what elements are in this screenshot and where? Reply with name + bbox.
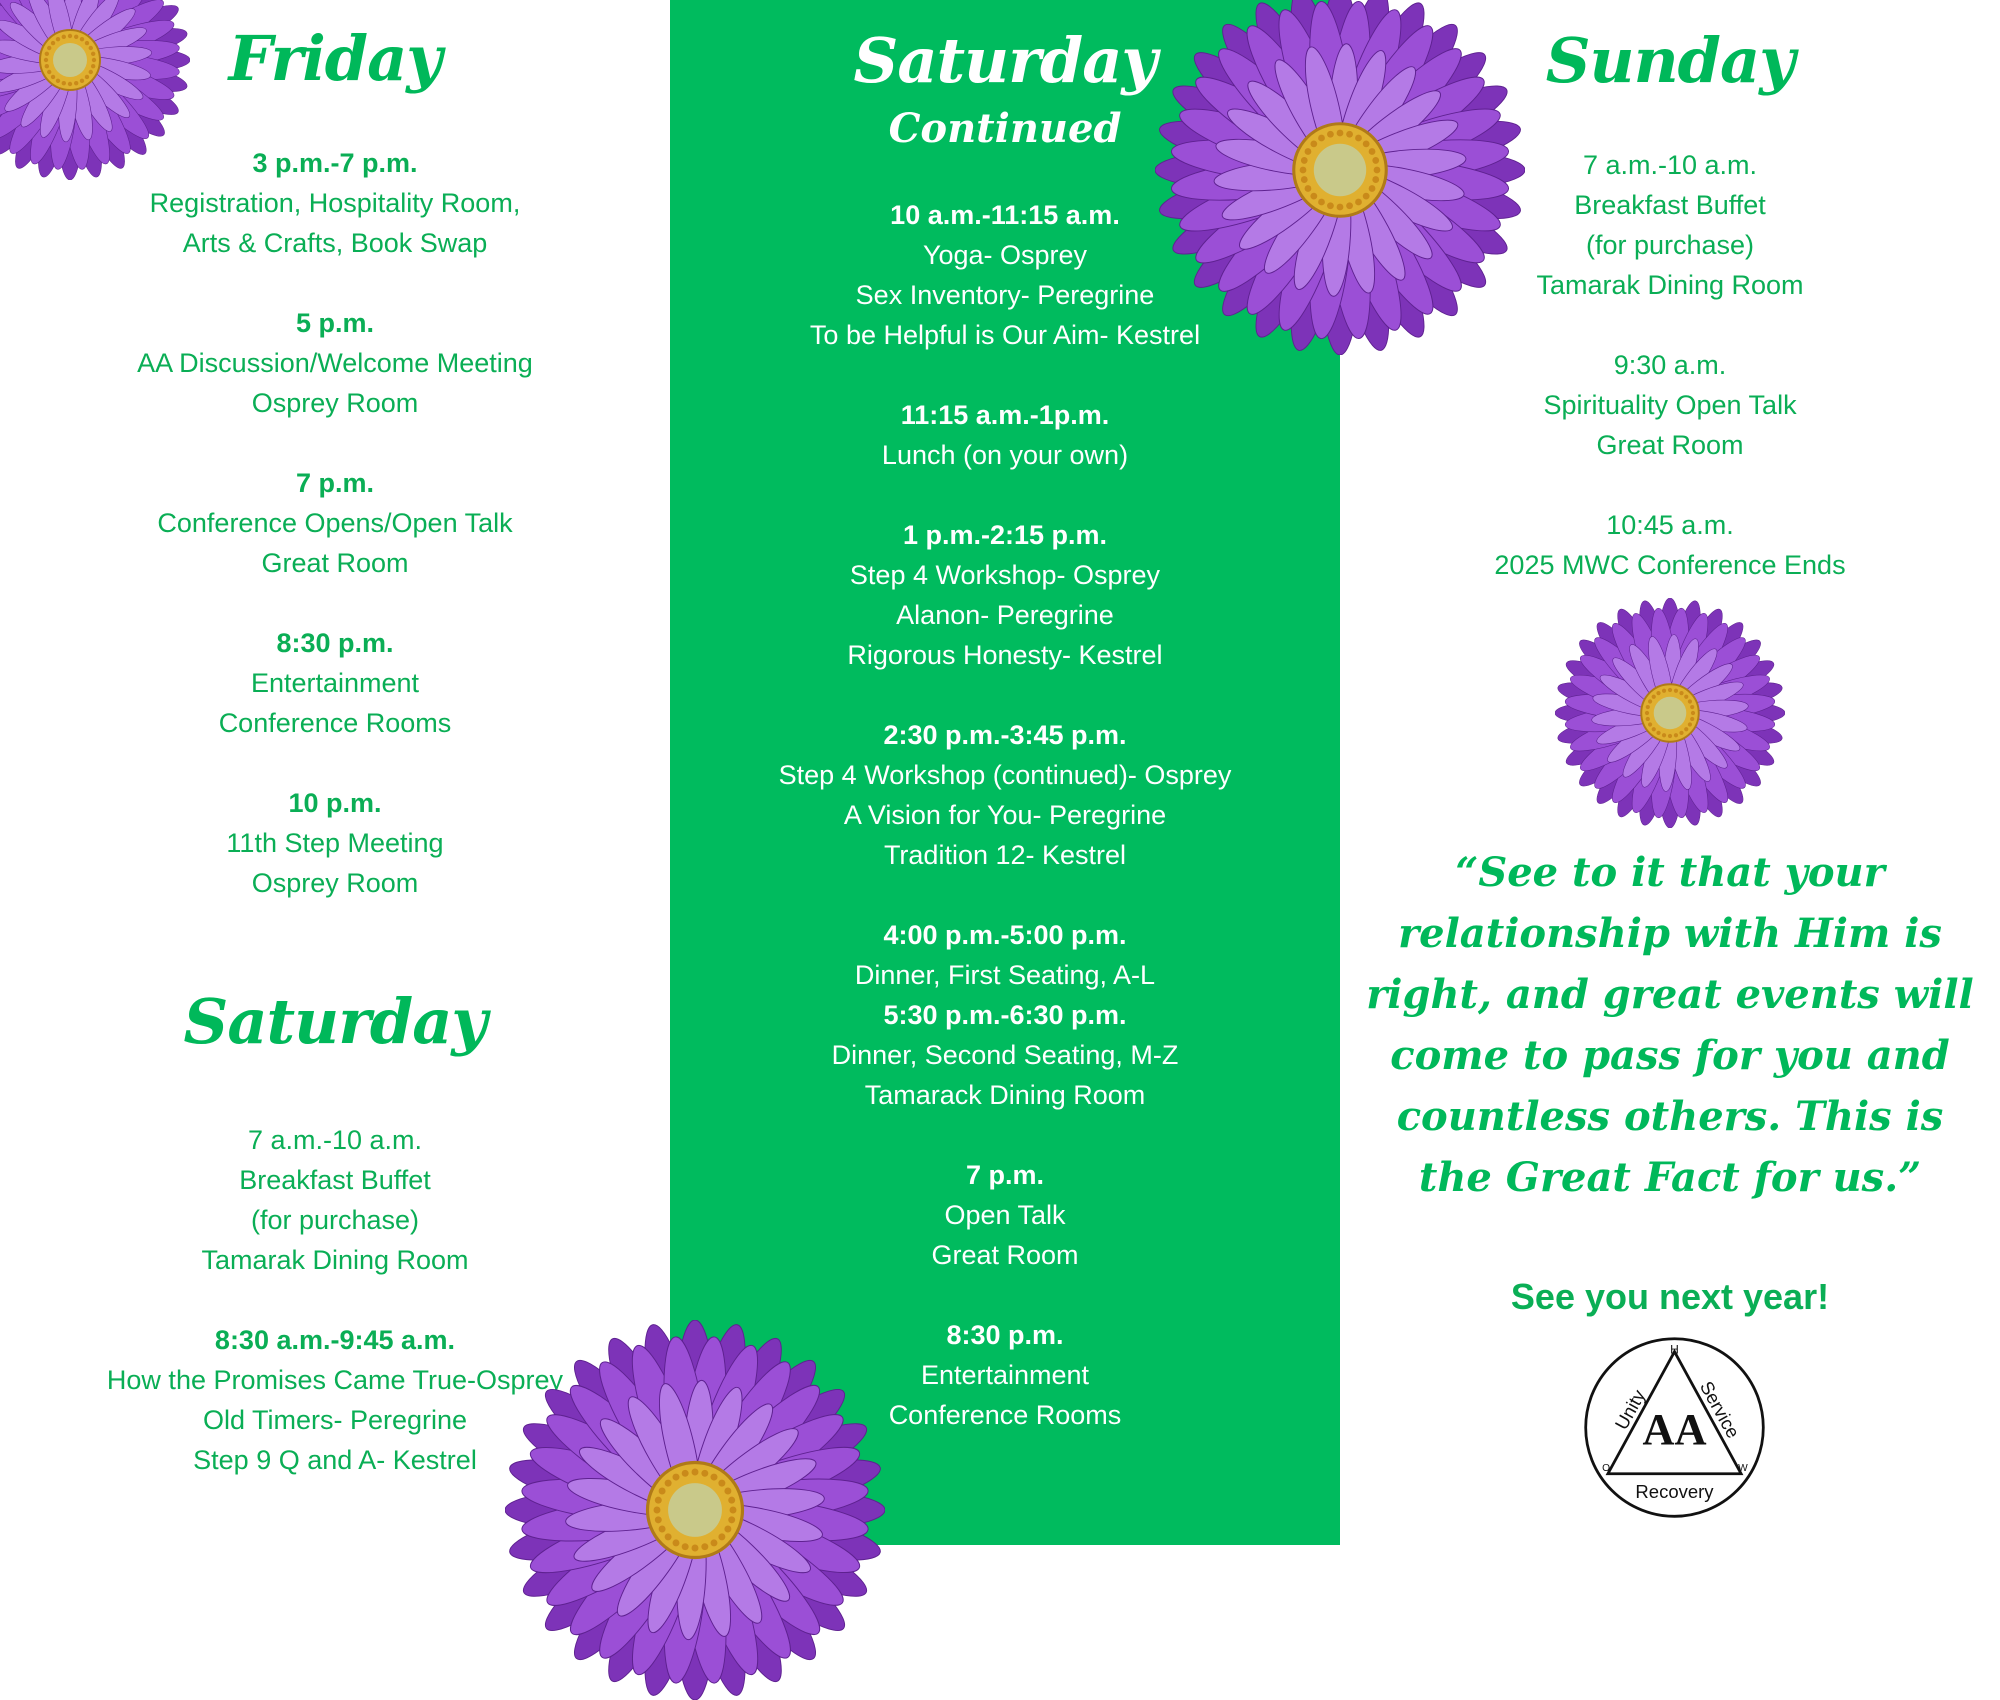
flower-bottom-middle: [505, 1320, 885, 1700]
flower-dot-shape: [91, 64, 95, 68]
schedule-block: [670, 715, 1340, 875]
flower-dot-shape: [1668, 688, 1672, 692]
schedule-time: 10 a.m.-11:15 a.m.: [890, 200, 1120, 230]
aa-logo: [1582, 1335, 1767, 1520]
schedule-block: [0, 463, 670, 583]
flower-dot-shape: [1372, 176, 1379, 183]
saturday-heading: Saturday: [183, 985, 487, 1058]
flower-dot-shape: [682, 1543, 689, 1550]
flower-dot-shape: [47, 70, 51, 74]
flower-dot-shape: [91, 52, 95, 56]
flower-dot-shape: [718, 1533, 725, 1540]
schedule-detail: Conference Rooms: [218, 708, 452, 738]
flower-dot-shape: [1648, 699, 1652, 703]
aa-logo-corner-w: W: [1738, 1462, 1748, 1474]
schedule-time: 8:30 a.m.-9:45 a.m.: [214, 1325, 456, 1355]
flower-dot-shape: [1679, 731, 1683, 735]
flower-dot-shape: [1668, 734, 1672, 738]
aa-logo-corner-o: O: [1602, 1462, 1611, 1474]
flower-disc-shape: [668, 1483, 722, 1537]
flower-dot-shape: [692, 1545, 699, 1552]
flower-dot-shape: [718, 1480, 725, 1487]
flower-dot-shape: [1310, 140, 1317, 147]
flower-dot-shape: [89, 70, 93, 74]
flower-dot-shape: [1310, 193, 1317, 200]
schedule-time: 7 a.m.-10 a.m.: [1582, 150, 1758, 180]
schedule-block: [670, 995, 1340, 1115]
flower-dot-shape: [1346, 202, 1353, 209]
schedule-time: 10 p.m.: [288, 788, 382, 818]
flower-dot-shape: [1369, 185, 1376, 192]
flower-dot-shape: [724, 1526, 731, 1533]
flower-dot-shape: [92, 58, 96, 62]
flower-dot-shape: [1363, 140, 1370, 147]
flower-dot-shape: [1346, 131, 1353, 138]
flower-dot-shape: [659, 1488, 666, 1495]
schedule-detail: Breakfast Buffet: [239, 1165, 431, 1195]
schedule-detail: Great Room: [931, 1240, 1079, 1270]
flower-dot-shape: [701, 1470, 708, 1477]
friday-saturday-column: [0, 0, 670, 1545]
schedule-detail: Entertainment: [920, 1360, 1090, 1390]
flower-dot-shape: [730, 1507, 737, 1514]
schedule-detail: Osprey Room: [251, 868, 419, 898]
schedule-time: 5:30 p.m.-6:30 p.m.: [883, 1000, 1127, 1030]
schedule-time: 1 p.m.-2:15 p.m.: [902, 520, 1108, 550]
schedule-time: 11:15 a.m.-1p.m.: [900, 400, 1110, 430]
flower-dot-shape: [1337, 130, 1344, 137]
sunday-heading: Sunday: [1545, 24, 1795, 97]
flower-dot-shape: [1369, 148, 1376, 155]
schedule-detail: Step 9 Q and A- Kestrel: [193, 1445, 477, 1475]
saturday-continued-heading: Saturday: [853, 24, 1157, 97]
flower-dot-shape: [74, 35, 78, 39]
flower-dot-shape: [659, 1526, 666, 1533]
flower-dot-shape: [1374, 167, 1381, 174]
aa-logo-unity: Unity: [1610, 1386, 1650, 1434]
flower-dot-shape: [1327, 131, 1334, 138]
flower-dot-shape: [1646, 705, 1650, 709]
schedule-time: 3 p.m.-7 p.m.: [252, 148, 418, 178]
schedule-detail: Great Room: [1596, 430, 1744, 460]
flower-dot-shape: [1684, 695, 1688, 699]
schedule-detail: Tamarack Dining Room: [864, 1080, 1146, 1110]
flower-dot-shape: [1656, 691, 1660, 695]
flower-dot-shape: [45, 64, 49, 68]
friday-schedule: [0, 143, 670, 943]
schedule-detail: Tamarak Dining Room: [1536, 270, 1804, 300]
flower-dot-shape: [74, 81, 78, 85]
schedule-detail: Spirituality Open Talk: [1543, 390, 1797, 420]
flower-dot-shape: [728, 1497, 735, 1504]
schedule-detail: Conference Opens/Open Talk: [157, 508, 513, 538]
flower-dot-shape: [701, 1543, 708, 1550]
flower-dot-shape: [1652, 727, 1656, 731]
schedule-detail: Lunch (on your own): [881, 440, 1129, 470]
flower-dot-shape: [1684, 727, 1688, 731]
flower-dot-shape: [1656, 731, 1660, 735]
flower-dot-shape: [1355, 135, 1362, 142]
schedule-detail: Conference Rooms: [888, 1400, 1122, 1430]
schedule-detail: Rigorous Honesty- Kestrel: [847, 640, 1163, 670]
schedule-time: 9:30 a.m.: [1613, 350, 1727, 380]
schedule-block: [670, 1155, 1340, 1275]
schedule-time: 7 p.m.: [965, 1160, 1045, 1190]
flower-dot-shape: [45, 52, 49, 56]
flower-dot-shape: [68, 34, 72, 38]
schedule-time: 2:30 p.m.-3:45 p.m.: [883, 720, 1127, 750]
schedule-detail: Entertainment: [250, 668, 420, 698]
flower-dot-shape: [673, 1474, 680, 1481]
friday-heading: Friday: [228, 22, 442, 95]
flower-dot-shape: [1305, 148, 1312, 155]
flower-dot-shape: [1372, 157, 1379, 164]
aa-logo-service: Service: [1695, 1377, 1745, 1442]
flower-dot-shape: [1662, 733, 1666, 737]
flower-dot-shape: [673, 1539, 680, 1546]
flower-dot-shape: [47, 46, 51, 50]
schedule-detail: AA Discussion/Welcome Meeting: [137, 348, 533, 378]
flower-dot-shape: [1674, 733, 1678, 737]
flower-dot-shape: [1355, 199, 1362, 206]
flower-dot-shape: [85, 41, 89, 45]
schedule-time: 10:45 a.m.: [1606, 510, 1734, 540]
aa-logo-corner-h: H: [1670, 1342, 1679, 1357]
flower-dot-shape: [51, 41, 55, 45]
flower-dot-shape: [655, 1497, 662, 1504]
flower-dot-shape: [682, 1470, 689, 1477]
closing-message: See you next year!: [1510, 1276, 1830, 1317]
flower-dot-shape: [665, 1533, 672, 1540]
flower-dot-shape: [1300, 167, 1307, 174]
flower-dot-shape: [1690, 705, 1694, 709]
schedule-detail: (for purchase): [1585, 230, 1755, 260]
flower-disc-shape: [1314, 144, 1366, 196]
flower-dot-shape: [1688, 699, 1692, 703]
schedule-detail: (for purchase): [250, 1205, 420, 1235]
flower-dot-shape: [1318, 135, 1325, 142]
schedule-time: 7 p.m.: [295, 468, 375, 498]
schedule-block: [1340, 505, 2000, 585]
flower-dot-shape: [1679, 691, 1683, 695]
flower-dot-shape: [1690, 717, 1694, 721]
schedule-detail: 2025 MWC Conference Ends: [1494, 550, 1846, 580]
flower-dot-shape: [1674, 689, 1678, 693]
schedule-time: 5 p.m.: [295, 308, 375, 338]
flower-dot-shape: [711, 1539, 718, 1546]
schedule-detail: Step 4 Workshop- Osprey: [849, 560, 1161, 590]
schedule-time: 8:30 p.m.: [946, 1320, 1064, 1350]
schedule-detail: Osprey Room: [251, 388, 419, 418]
flower-dot-shape: [85, 75, 89, 79]
flower-dot-shape: [1318, 199, 1325, 206]
schedule-detail: Step 4 Workshop (continued)- Osprey: [778, 760, 1232, 790]
schedule-detail: Open Talk: [944, 1200, 1066, 1230]
flower-right-middle: [1555, 598, 1785, 828]
schedule-block: [670, 915, 1340, 995]
flower-dot-shape: [44, 58, 48, 62]
schedule-block: [0, 783, 670, 903]
flower-dot-shape: [62, 81, 66, 85]
schedule-detail: Dinner, Second Seating, M-Z: [831, 1040, 1179, 1070]
schedule-detail: To be Helpful is Our Aim- Kestrel: [809, 320, 1201, 350]
schedule-block: [0, 623, 670, 743]
continued-subheading: Continued: [888, 105, 1122, 152]
schedule-time: 4:00 p.m.-5:00 p.m.: [883, 920, 1127, 950]
flower-dot-shape: [1648, 722, 1652, 726]
flower-dot-shape: [692, 1469, 699, 1476]
flower-dot-shape: [80, 37, 84, 41]
flower-dot-shape: [1305, 185, 1312, 192]
schedule-block: [670, 515, 1340, 675]
flower-dot-shape: [68, 82, 72, 86]
flower-dot-shape: [1363, 193, 1370, 200]
flower-dot-shape: [80, 79, 84, 83]
schedule-detail: Yoga- Osprey: [922, 240, 1088, 270]
flower-dot-shape: [1688, 722, 1692, 726]
flower-dot-shape: [1645, 711, 1649, 715]
schedule-block: [0, 303, 670, 423]
flower-dot-shape: [56, 37, 60, 41]
schedule-block: [1340, 345, 2000, 465]
schedule-detail: 11th Step Meeting: [226, 828, 444, 858]
schedule-detail: Breakfast Buffet: [1574, 190, 1766, 220]
schedule-detail: Arts & Crafts, Book Swap: [182, 228, 488, 258]
flower-dot-shape: [62, 35, 66, 39]
flower-dot-shape: [1337, 204, 1344, 211]
schedule-block: [670, 395, 1340, 475]
schedule-detail: Tradition 12- Kestrel: [883, 840, 1127, 870]
schedule-detail: Tamarak Dining Room: [201, 1245, 469, 1275]
flower-top-middle: [1155, 0, 1525, 355]
schedule-detail: How the Promises Came True-Osprey: [106, 1365, 564, 1395]
schedule-time: 7 a.m.-10 a.m.: [247, 1125, 423, 1155]
flower-dot-shape: [1327, 202, 1334, 209]
flower-dot-shape: [1301, 157, 1308, 164]
schedule-time: 8:30 p.m.: [276, 628, 394, 658]
aa-logo-recovery: Recovery: [1635, 1480, 1714, 1502]
schedule-block: [0, 1120, 670, 1280]
schedule-detail: Alanon- Peregrine: [896, 600, 1114, 630]
flower-dot-shape: [724, 1488, 731, 1495]
big-book-quote: “See to it that your relationship with Him is right, and great events will come to pass for you and countless others. This is the Great Fact for us.”: [1366, 849, 1974, 1201]
schedule-detail: Sex Inventory- Peregrine: [855, 280, 1155, 310]
flower-disc-shape: [1654, 697, 1687, 730]
flower-dot-shape: [1652, 695, 1656, 699]
flower-dot-shape: [51, 75, 55, 79]
schedule-detail: Registration, Hospitality Room,: [149, 188, 521, 218]
flower-dot-shape: [89, 46, 93, 50]
schedule-detail: Great Room: [261, 548, 409, 578]
flower-dot-shape: [56, 79, 60, 83]
flower-dot-shape: [1646, 717, 1650, 721]
schedule-detail: Old Timers- Peregrine: [202, 1405, 468, 1435]
flower-dot-shape: [1691, 711, 1695, 715]
flower-dot-shape: [711, 1474, 718, 1481]
aa-logo-letters: AA: [1642, 1404, 1707, 1455]
flower-top-left: [0, 0, 190, 180]
flower-dot-shape: [665, 1480, 672, 1487]
flower-dot-shape: [728, 1516, 735, 1523]
flower-dot-shape: [654, 1507, 661, 1514]
flower-dot-shape: [1662, 689, 1666, 693]
schedule-detail: Dinner, First Seating, A-L: [854, 960, 1156, 990]
schedule-detail: A Vision for You- Peregrine: [843, 800, 1167, 830]
flower-dot-shape: [1301, 176, 1308, 183]
flower-dot-shape: [655, 1516, 662, 1523]
flower-disc-shape: [53, 43, 87, 77]
saturday-continued-schedule: [670, 195, 1340, 1475]
